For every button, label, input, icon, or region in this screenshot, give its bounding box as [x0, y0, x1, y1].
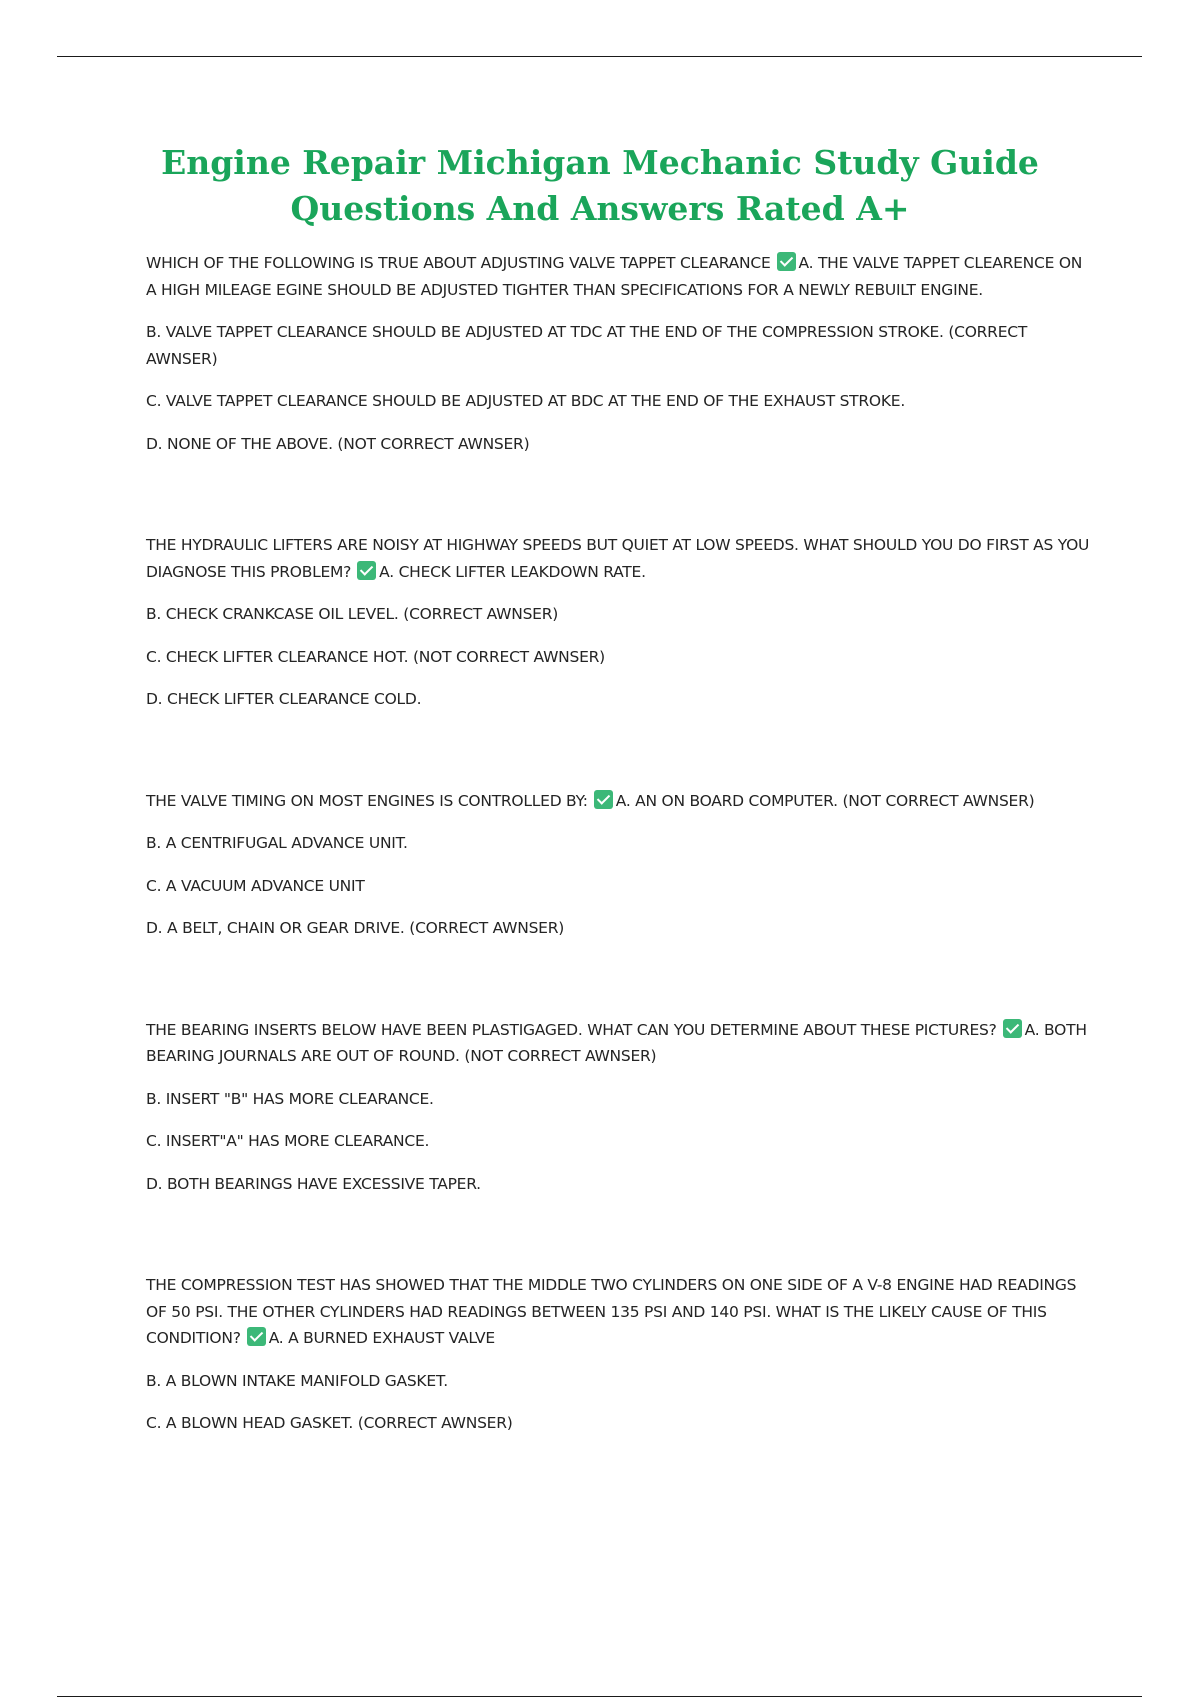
- question-stem: [146, 1017, 1096, 1070]
- answer-option: D. BOTH BEARINGS HAVE EXCESSIVE TAPER.: [146, 1174, 481, 1193]
- answer-option: C. A VACUUM ADVANCE UNIT: [146, 876, 365, 895]
- check-mark-icon: [594, 790, 613, 809]
- check-mark-icon: [1003, 1019, 1022, 1038]
- answer-option: C. INSERT"A" HAS MORE CLEARANCE.: [146, 1132, 430, 1150]
- answer-option: D. CHECK LIFTER CLEARANCE COLD.: [146, 690, 422, 708]
- check-mark-icon: [777, 252, 796, 271]
- question-block: [146, 532, 1096, 713]
- question-text: THE COMPRESSION TEST HAS SHOWED THAT THE MIDDLE TWO CYLINDERS ON ONE SIDE OF A V-8 ENGINE HAD READINGS OF 50 PSI. THE OTHER CYLINDERS HAD READINGS BETWEEN 135 PSI AND 140 PSI. WHAT IS THE LIKELY CAUSE OF THIS CONDITION?: [146, 1276, 1077, 1347]
- question-list: [146, 250, 1096, 1437]
- answer-option: A. AN ON BOARD COMPUTER. (NOT CORRECT AWNSER): [615, 791, 1035, 810]
- answer-option: B. CHECK CRANKCASE OIL LEVEL. (CORRECT AWNSER): [146, 605, 559, 623]
- document-title: Engine Repair Michigan Mechanic Study Guide Questions And Answers Rated A+: [161, 143, 1039, 228]
- question-stem: [146, 788, 1096, 815]
- question-text: THE BEARING INSERTS BELOW HAVE BEEN PLASTIGAGED. WHAT CAN YOU DETERMINE ABOUT THESE PICTURES?: [146, 1020, 997, 1039]
- answer-option: A. BOTH BEARING JOURNALS ARE OUT OF ROUND. (NOT CORRECT AWNSER): [146, 1020, 1087, 1065]
- answer-option: A. A BURNED EXHAUST VALVE: [268, 1329, 495, 1347]
- top-rule: [57, 56, 1142, 57]
- answer-option: B. A CENTRIFUGAL ADVANCE UNIT.: [146, 834, 408, 852]
- question-stem: [146, 1272, 1096, 1352]
- answer-option: D. A BELT, CHAIN OR GEAR DRIVE. (CORRECT AWNSER): [146, 919, 565, 937]
- check-mark-icon: [357, 561, 376, 580]
- answer-option: B. INSERT "B" HAS MORE CLEARANCE.: [146, 1089, 434, 1108]
- answer-option: C. A BLOWN HEAD GASKET. (CORRECT AWNSER): [146, 1414, 513, 1432]
- question-stem: [146, 532, 1096, 585]
- answer-option: A. THE VALVE TAPPET CLEARENCE ON A HIGH MILEAGE EGINE SHOULD BE ADJUSTED TIGHTER THAN SPECIFICATIONS FOR A NEWLY REBUILT ENGINE.: [146, 254, 1083, 299]
- question-text: THE HYDRAULIC LIFTERS ARE NOISY AT HIGHWAY SPEEDS BUT QUIET AT LOW SPEEDS. WHAT SHOULD YOU DO FIRST AS YOU DIAGNOSE THIS PROBLEM?: [146, 536, 1090, 581]
- question-text: WHICH OF THE FOLLOWING IS TRUE ABOUT ADJUSTING VALVE TAPPET CLEARANCE: [146, 254, 771, 272]
- answer-option: C. CHECK LIFTER CLEARANCE HOT. (NOT CORRECT AWNSER): [146, 647, 605, 666]
- question-stem: [146, 250, 1096, 303]
- bottom-rule: [57, 1696, 1142, 1697]
- question-block: [146, 1017, 1096, 1198]
- answer-option: D. NONE OF THE ABOVE. (NOT CORRECT AWNSER): [146, 434, 530, 453]
- check-mark-icon: [247, 1327, 266, 1346]
- question-block: [146, 250, 1096, 457]
- answer-option: C. VALVE TAPPET CLEARANCE SHOULD BE ADJUSTED AT BDC AT THE END OF THE EXHAUST STROKE.: [146, 392, 905, 410]
- answer-option: A. CHECK LIFTER LEAKDOWN RATE.: [379, 562, 646, 581]
- answer-option: B. VALVE TAPPET CLEARANCE SHOULD BE ADJUSTED AT TDC AT THE END OF THE COMPRESSION STROKE. (CORRECT AWNSER): [146, 323, 1028, 368]
- question-block: [146, 1272, 1096, 1437]
- question-text: THE VALVE TIMING ON MOST ENGINES IS CONTROLLED BY:: [146, 791, 588, 810]
- answer-option: B. A BLOWN INTAKE MANIFOLD GASKET.: [146, 1371, 448, 1390]
- question-block: [146, 788, 1096, 942]
